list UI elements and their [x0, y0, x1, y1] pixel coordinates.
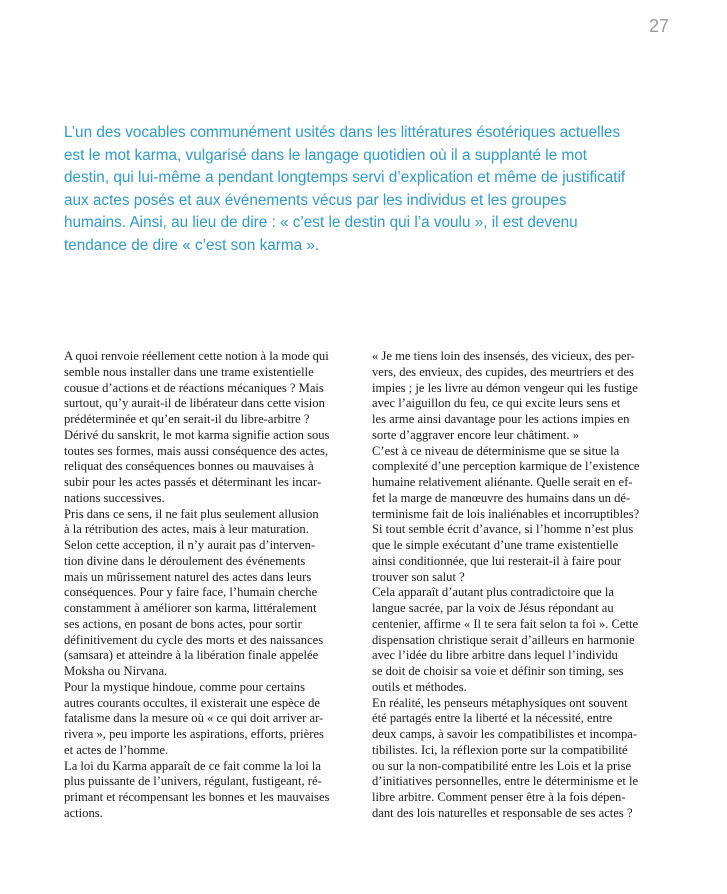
- right-column-line: se doit de choisir sa voie et définir son timing, ses: [372, 664, 624, 678]
- right-column-line: C’est à ce niveau de déterminisme que se situe la: [372, 443, 620, 458]
- right-column-line: dant des lois naturelles et responsable de ses actes ?: [372, 805, 633, 820]
- left-column-line: nations successives.: [64, 490, 165, 505]
- right-column-line: tibilistes. Ici, la réflexion porte sur la compatibilité: [372, 742, 628, 757]
- right-column-line: outils et méthodes.: [372, 679, 467, 694]
- right-column-line: En réalité, les penseurs métaphysiques ont souvent: [372, 695, 628, 710]
- left-column-line: Selon cette acception, il n’y aurait pas d’interven-: [64, 538, 316, 552]
- intro-line: destin, qui lui-même a pendant longtemps servi d’explication et même de justificatif: [64, 169, 626, 186]
- left-column-line: mais un mûrissement naturel des actes dans leurs: [64, 569, 312, 584]
- right-column-line: fet la marge de manœuvre des humains dans un dé-: [372, 490, 631, 505]
- right-column-line: avec l’aiguillon du feu, ce qui excite leurs sens et: [372, 396, 621, 411]
- left-column-line: constamment à améliorer son karma, littéralement: [64, 601, 317, 615]
- left-column-line: subir pour les actes passés et déterminant les incar-: [64, 475, 322, 489]
- left-column-line: Dérivé du sanskrit, le mot karma signifie action sous: [64, 427, 330, 442]
- right-column-line: langue sacrée, par la voix de Jésus répondant au: [372, 601, 614, 615]
- intro-paragraph: [64, 122, 676, 257]
- left-column-line: prédéterminée et qu’en serait-il du libre-arbitre ?: [64, 412, 310, 426]
- left-column-line: définitivement du cycle des morts et des naissances: [64, 632, 324, 647]
- right-column-line: complexité d’une perception karmique de l’existence: [372, 459, 640, 474]
- right-column-line: centenier, affirme « Il te sera fait selon ta foi ». Cette: [372, 616, 639, 631]
- left-column-line: actions.: [64, 805, 103, 820]
- right-column-line: ainsi conditionnée, que lui resterait-il à faire pour: [372, 553, 621, 568]
- right-column-line: terminisme fait de lois inaliénables et incorruptibles?: [372, 506, 640, 521]
- left-column-line: conséquences. Pour y faire face, l’humain cherche: [64, 585, 318, 600]
- right-column-line: Cela apparaît d’autant plus contradictoire que la: [372, 585, 614, 600]
- left-column-line: Pris dans ce sens, il ne fait plus seulement allusion: [64, 506, 319, 521]
- left-column-line: plus puissante de l’univers, régulant, fustigeant, ré-: [64, 774, 322, 789]
- right-column-line: Si tout semble écrit d’avance, si l’homme n’est plus: [372, 522, 634, 537]
- right-column-line: impies ; je les livre au démon vengeur qui les fustige: [372, 380, 638, 395]
- left-column-line: à la rétribution des actes, mais à leur maturation.: [64, 522, 309, 537]
- intro-line: est le mot karma, vulgarisé dans le langage quotidien où il a supplanté le mot: [64, 146, 587, 164]
- right-column-line: trouver son salut ?: [372, 569, 465, 584]
- right-column-line: les arme ainsi davantage pour les actions impies en: [372, 412, 630, 426]
- right-column-line: ou sur la non-compatibilité entre les Lois et la prise: [372, 758, 632, 773]
- left-column-line: A quoi renvoie réellement cette notion à la mode qui: [64, 349, 329, 363]
- left-column-line: fatalisme dans la mesure où « ce qui doit arriver ar-: [64, 711, 324, 726]
- left-column-line: (samsara) et atteindre à la libération finale appelée: [64, 648, 319, 663]
- right-column-line: dispensation christique serait d’ailleurs en harmonie: [372, 632, 635, 647]
- right-column-line: avec l’idée du libre arbitre dans lequel l’individu: [372, 648, 618, 663]
- right-column-line: été partagés entre la liberté et la nécessité, entre: [372, 711, 613, 726]
- intro-line: aux actes posés et aux événements vécus par les individus et les groupes: [64, 191, 567, 209]
- left-column-line: surtout, qu’y aurait-il de libérateur dans cette vision: [64, 396, 325, 411]
- left-column-line: Moksha ou Nirvana.: [64, 664, 168, 678]
- left-column-line: reliquat des conséquences bonnes ou mauvaises à: [64, 459, 314, 474]
- page-number: 27: [648, 16, 669, 36]
- right-column-line: que le simple exécutant d’une trame existentielle: [372, 538, 619, 552]
- intro-line: humains. Ainsi, au lieu de dire : « c’est le destin qui l’a voulu », il est devenu: [64, 214, 578, 231]
- right-column-line: « Je me tiens loin des insensés, des vicieux, des per-: [372, 349, 635, 363]
- right-column-line: deux camps, à savoir les compatibilistes et incompa-: [372, 727, 638, 741]
- right-column: [372, 349, 678, 822]
- intro-line: tendance de dire « c’est son karma ».: [64, 236, 320, 254]
- right-column-line: vers, des envieux, des cupides, des meurtriers et des: [372, 364, 634, 379]
- left-column: [64, 349, 364, 822]
- right-column-line: libre arbitre. Comment penser être à la fois dépen-: [372, 790, 626, 804]
- right-column-line: d’initiatives personnelles, entre le déterminisme et le: [372, 774, 639, 789]
- left-column-line: autres courants occultes, il existerait une espèce de: [64, 695, 320, 710]
- left-column-line: ses actions, en posant de bons actes, pour sortir: [64, 616, 302, 631]
- left-column-line: La loi du Karma apparaît de ce fait comme la loi la: [64, 758, 322, 773]
- left-column-line: toutes ses formes, mais aussi conséquence des actes,: [64, 443, 329, 458]
- right-column-line: sorte d’aggraver encore leur châtiment. »: [372, 427, 579, 442]
- left-column-line: cousue d’actions et de réactions mécaniques ? Mais: [64, 380, 324, 395]
- left-column-line: tion divine dans le déroulement des événements: [64, 553, 306, 568]
- intro-line: L’un des vocables communément usités dans les littératures ésotériques actuelles: [64, 124, 621, 141]
- right-column-line: humaine relativement aliénante. Quelle serait en ef-: [372, 475, 633, 489]
- left-column-line: et actes de l’homme.: [64, 742, 169, 757]
- left-column-line: primant et récompensant les bonnes et les mauvaises: [64, 790, 330, 804]
- left-column-line: rivera », peu importe les aspirations, efforts, prières: [64, 727, 324, 741]
- left-column-line: Pour la mystique hindoue, comme pour certains: [64, 679, 305, 694]
- left-column-line: semble nous installer dans une trame existentielle: [64, 364, 314, 379]
